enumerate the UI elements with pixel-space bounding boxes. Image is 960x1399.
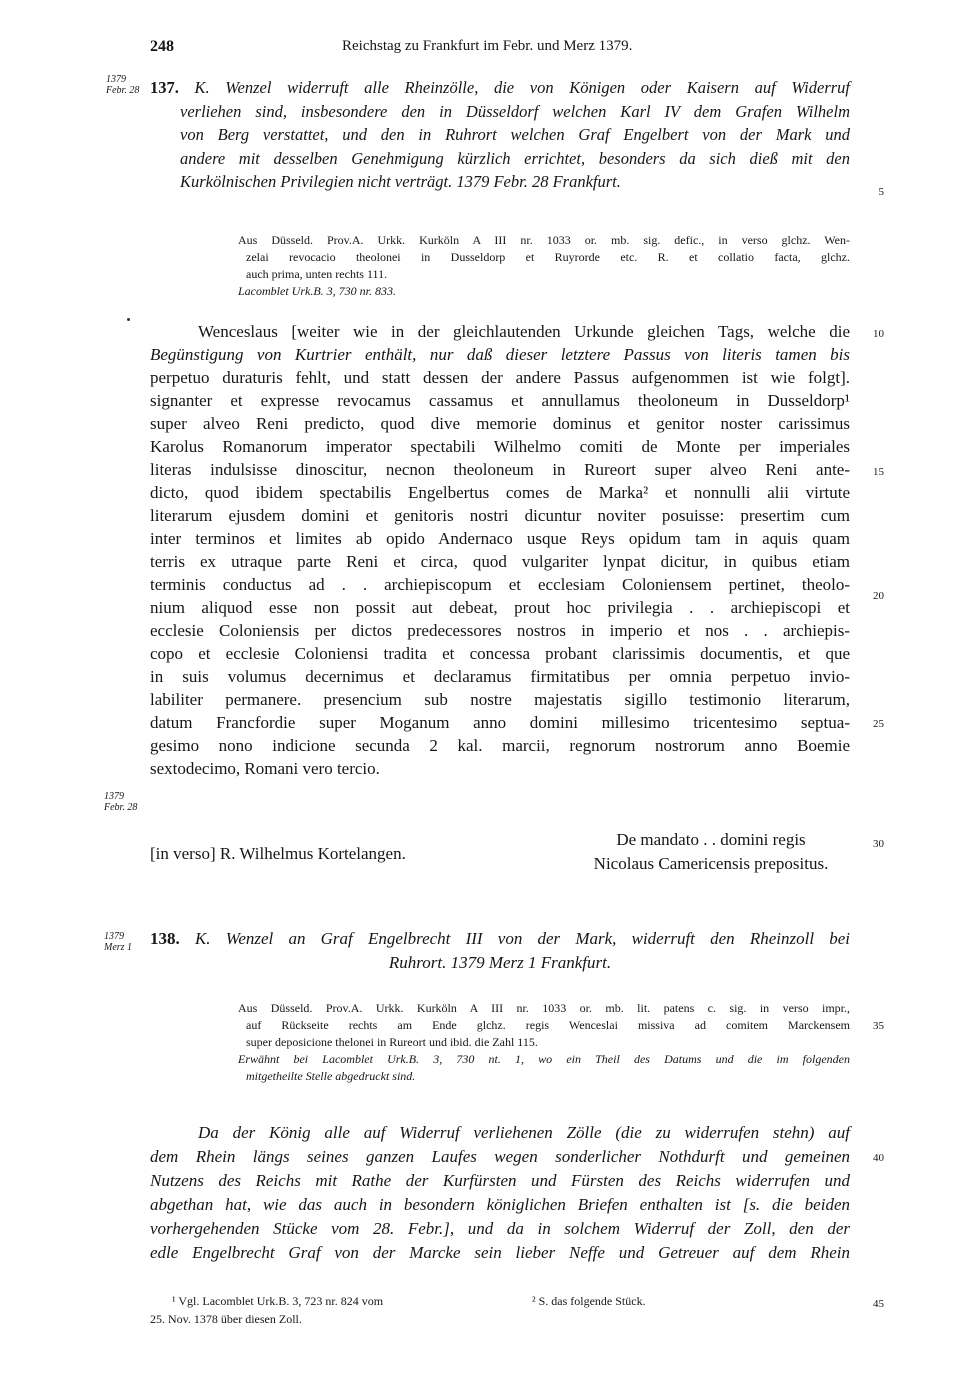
margin-date-138: 1379 Merz 1 <box>104 931 133 953</box>
doc-number: 138. <box>150 929 180 948</box>
ink-dot <box>127 318 130 321</box>
verso-note: [in verso] R. Wilhelmus Kortelangen. <box>150 844 406 863</box>
line-number: 30 <box>873 838 884 850</box>
doc-138-heading: 138. K. Wenzel an Graf Engelbrecht III von der Mark, widerruft den Rheinzoll bei Ruhrort. 1379 Merz 1 Frankfurt. <box>150 929 851 972</box>
footnote-2: ² S. das folgende Stück. <box>532 1294 646 1308</box>
line-number: 20 <box>873 590 884 602</box>
doc-137-source: Aus Düsseld. Prov.A. Urkk. Kurköln A III nr. 1033 or. mb. sig. defic., in verso glchz. Wen- zelai revocacio theolonei in Dusseldorp et Ruyrorde etc. R. et collatio facta, glchz. auch prima, unten rechts 111. Lacomblet Urk.B. 3, 730 nr. 833. <box>238 233 850 298</box>
line-number: 10 <box>873 328 884 340</box>
line-number: 25 <box>873 718 884 730</box>
doc-number: 137. <box>150 78 179 97</box>
line-number: 15 <box>873 466 884 478</box>
doc-137-body: Wenceslaus [weiter wie in der gleichlautenden Urkunde gleichen Tags, welche die Begünstigung von Kurtrier enthält, nur daß dieser letztere Passus von literis tamen bis perpetuo duraturis fehlt, und statt dessen der andere Passus aufgenommen ist wie folgt]. signanter et expresse revocamus cassamus et annullamus theoloneum in Dusseldorp¹ super alveo Reni predicto, quod dive memorie dominus et genitor noster carissimus Karolus Romanorum imperator spectabili Wilhelmo comiti de Monte per imperiales literas indulsisse dinoscitur, necnon theoloneum in Rureort super alveo Reni ante- dicto, quod ibidem spectabilis Engelbertus comes de Marka² et nonnulli alii virtute literarum ejusdem domini et genitoris nostri dicuntur noviter posuisse: presertim cum inter terminos et limites ab opido Andernaco usque Reys opidum tam in aquis quam terris ex utraque parte Reni et circa, quod vulgariter lynpat dicitur, in quibus etiam terminis conductus ad . . archiepiscopum et ecclesiam Coloniensem pertinet, theolo- nium aliquod esse non possit aut debeat, prout hoc privilegia . . archiepiscopi et ecclesie Coloniensis per dictos predecessores nostros in imperio et nos . . archiepis- copo et ecclesie Coloniensi tradita et concessa probant clarissimis documentis, et que in suis volumus decernimus et declaramus firmitatibus per omnia perpetuo invio- labiliter permanere. presencium sub nostre majestatis sigillo testimonio literarum, datum Francfordie super Moganum anno domini millesimo tricentesimo septua- gesimo nono indicione secunda 2 kal. marcii, regnorum nostrorum anno Boemie sextodecimo, Romani vero tercio. <box>150 322 850 778</box>
margin-date-137: 1379 Febr. 28 <box>106 74 140 96</box>
mandato-signature: De mandato . . domini regis Nicolaus Camericensis prepositus. <box>593 830 829 873</box>
footnote-1: ¹ Vgl. Lacomblet Urk.B. 3, 723 nr. 824 vom 25. Nov. 1378 über diesen Zoll. <box>150 1294 384 1326</box>
doc-137-heading: 137. K. Wenzel widerruft alle Rheinzölle, die von Königen oder Kaisern auf Widerruf verliehen sind, insbesondere den in Düsseldorf welchen Karl IV dem Grafen Wilhelm von Berg verstattet, und den in Ruhrort welchen Graf Engelbert von der Mark und andere mit desselben Genehmigung kürzlich errichtet, besonders da sich dieß mit den Kurkölnischen Privilegien nicht verträgt. 1379 Febr. 28 Frankfurt. <box>150 78 850 191</box>
doc-138-body: Da der König alle auf Widerruf verliehenen Zölle (die zu widerrufen stehn) auf dem Rhein längs seines ganzen Laufes wegen sonderlicher Nothdurft und gemeinen Nutzens des Reichs mit Rathe der Kurfürsten und Fürsten des Reichs widerrufen und abgethan hat, wie das auch in besondern königlichen Briefen enthalten ist [s. die beiden vorhergehenden Stücke vom 28. Febr.], und da in solchem Widerruf der Zoll, den der edle Engelbrecht Graf von der Marcke sein lieber Neffe und Getreuer auf dem Rhein <box>150 1123 850 1262</box>
doc-138-source: Aus Düsseld. Prov.A. Urkk. Kurköln A III nr. 1033 or. mb. lit. patens c. sig. in verso impr., auf Rückseite rechts am Ende glchz. regis Wenceslai missiva ad comitem Marckensem super deposicione thelonei in Rureort und ibid. die Zahl 115. Erwähnt bei Lacomblet Urk.B. 3, 730 nt. 1, wo ein Theil des Datums und die im folgenden mitgetheilte Stelle abgedruckt sind. <box>238 1001 850 1083</box>
line-number: 40 <box>873 1152 884 1164</box>
margin-date-137-b: 1379 Febr. 28 <box>104 791 138 813</box>
line-number: 45 <box>873 1298 884 1310</box>
line-number: 5 <box>878 186 884 198</box>
page-number: 248 <box>150 38 174 55</box>
running-title: Reichstag zu Frankfurt im Febr. und Merz 1379. <box>342 38 633 54</box>
line-number: 35 <box>873 1020 884 1032</box>
